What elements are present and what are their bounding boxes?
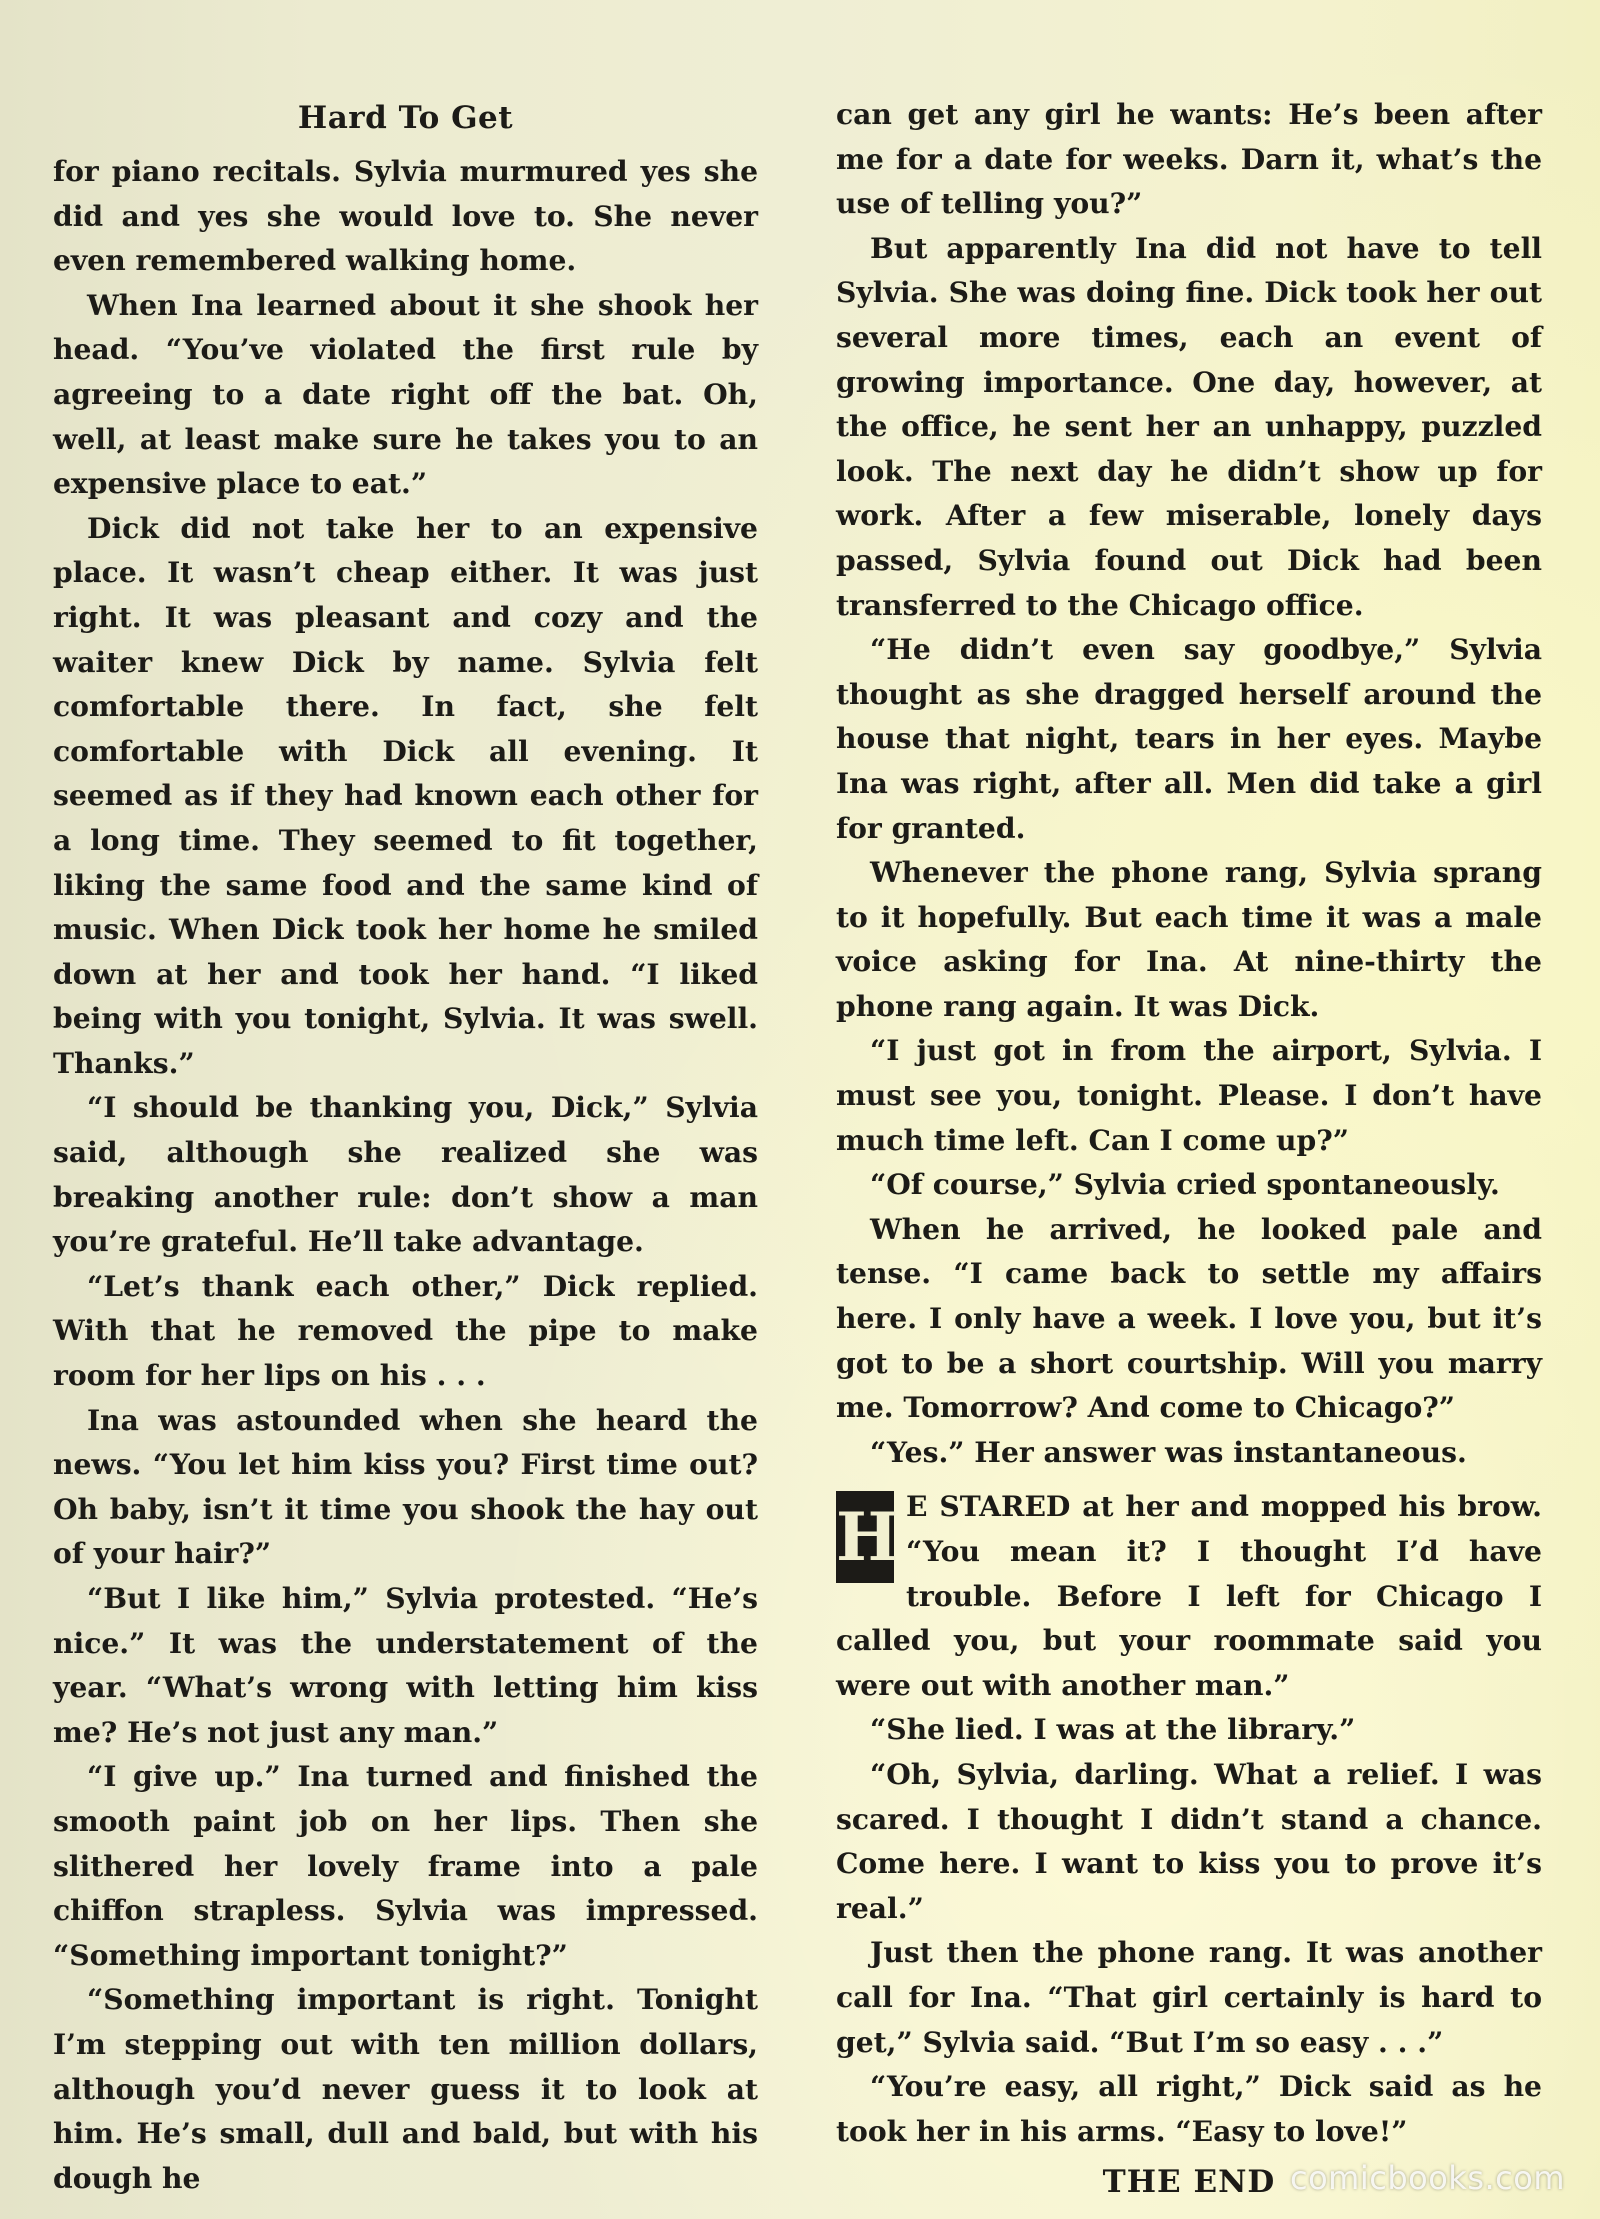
left-column [53, 90, 758, 2201]
watermark: comicbooks.com [1289, 2159, 1565, 2197]
dropcap-paragraph-text: E STARED at her and mopped his brow. “You mean it? I thought I’d have trouble. Before I left for Chicago I called you, but your roommate said you were out with another man.” [836, 1490, 1542, 1702]
paragraph: Whenever the phone rang, Sylvia sprang to it hopefully. But each time it was a male voice asking for Ina. At nine-thirty the phone rang again. It was Dick. [836, 856, 1542, 1023]
paragraph: “But I like him,” Sylvia protested. “He’s nice.” It was the understatement of the year. “What’s wrong with letting him kiss me? He’s not just any man.” [53, 1582, 758, 1749]
paragraph: “He didn’t even say goodbye,” Sylvia thought as she dragged herself around the house that night, tears in her eyes. Maybe Ina was right, after all. Men did take a girl for granted. [836, 633, 1542, 845]
paragraph: can get any girl he wants: He’s been after me for a date for weeks. Darn it, what’s the use of telling you?” [836, 98, 1542, 221]
paragraph: Dick did not take her to an expensive place. It wasn’t cheap either. It was just right. It was pleasant and cozy and the waiter knew Dick by name. Sylvia felt comfortable there. In fact, she felt comfortable with Dick all evening. It seemed as if they had known each other for a long time. They seemed to fit together, liking the same food and the same kind of music. When Dick took her home he smiled down at her and took her hand. “I liked being with you tonight, Sylvia. It was swell. Thanks.” [53, 511, 758, 1080]
paragraph: “Of course,” Sylvia cried spontaneously. [870, 1168, 1500, 1202]
paragraph: “Yes.” Her answer was instantaneous. [870, 1435, 1467, 1469]
dropcap-paragraph [836, 1485, 1542, 1708]
right-column [836, 93, 1542, 2205]
the-end-label: THE END [1102, 2164, 1276, 2201]
paragraph: “I give up.” Ina turned and finished the smooth paint job on her lips. Then she slithered her lovely frame into a pale chiffon strapless. Sylvia was impressed. “Something important tonight?” [53, 1760, 758, 1972]
paragraph: But apparently Ina did not have to tell Sylvia. She was doing fine. Dick took her out several more times, each an event of growing importance. One day, however, at the office, he sent her an unhappy, puzzled look. The next day he didn’t show up for work. After a few miserable, lonely days passed, Sylvia found out Dick had been transferred to the Chicago office. [836, 231, 1542, 622]
story-title: Hard To Get [297, 100, 514, 136]
paragraph: “Something important is right. Tonight I’m stepping out with ten million dollars, although you’d never guess it to look at him. He’s small, dull and bald, but with his dough he [53, 1983, 758, 2195]
paragraph: “Oh, Sylvia, darling. What a relief. I was scared. I thought I didn’t stand a chance. Come here. I want to kiss you to prove it’s real.” [836, 1757, 1542, 1925]
paragraph: for piano recitals. Sylvia murmured yes she did and yes she would love to. She never even remembered walking home. [53, 155, 758, 278]
paragraph: Ina was astounded when she heard the news. “You let him kiss you? First time out? Oh baby, isn’t it time you shook the hay out of your hair?” [53, 1403, 758, 1571]
paragraph: “I should be thanking you, Dick,” Sylvia said, although she realized she was breaking another rule: don’t show a man you’re grateful. He’ll take advantage. [53, 1091, 758, 1259]
paragraph: “She lied. I was at the library.” [870, 1713, 1356, 1747]
paragraph: “You’re easy, all right,” Dick said as he took her in his arms. “Easy to love!” [836, 2070, 1542, 2148]
paragraph: “Let’s thank each other,” Dick replied. With that he removed the pipe to make room for her lips on his . . . [53, 1269, 758, 1393]
paragraph: “I just got in from the airport, Sylvia. I must see you, tonight. Please. I don’t have much time left. Can I come up?” [836, 1034, 1542, 1157]
dropcap-letter: H [836, 1491, 894, 1583]
paragraph: Just then the phone rang. It was another call for Ina. “That girl certainly is hard to get,” Sylvia said. “But I’m so easy . . .” [836, 1936, 1542, 2059]
paragraph: When he arrived, he looked pale and tense. “I came back to settle my affairs here. I only have a week. I love you, but it’s got to be a short courtship. Will you marry me. Tomorrow? And come to Chicago?” [836, 1212, 1542, 1425]
paragraph: When Ina learned about it she shook her head. “You’ve violated the first rule by agreeing to a date right off the bat. Oh, well, at least make sure he takes you to an expensive place to eat.” [53, 288, 758, 501]
